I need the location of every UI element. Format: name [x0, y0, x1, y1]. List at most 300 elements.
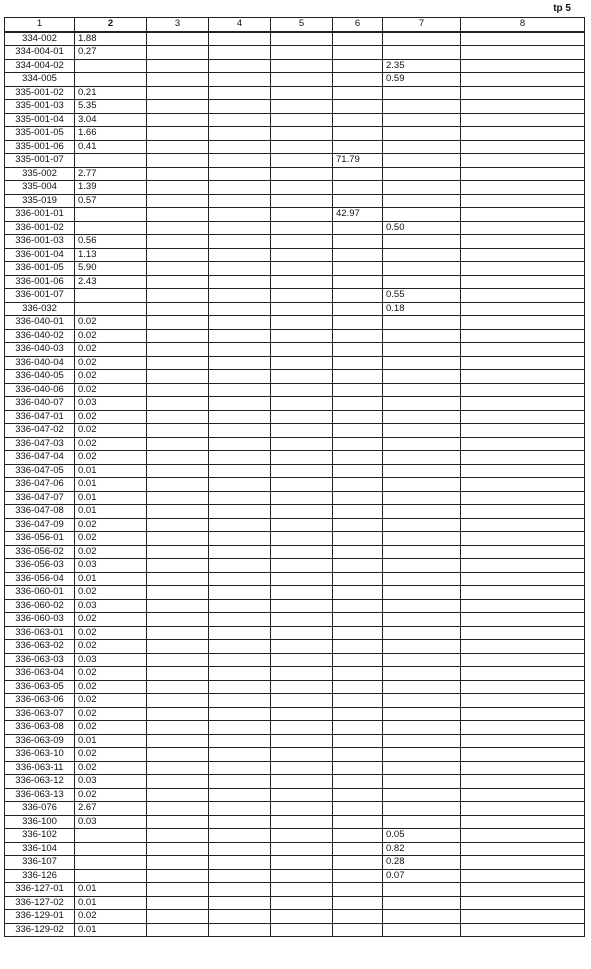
cell-col-6: [333, 586, 383, 600]
cell-col-2: 0.02: [75, 343, 147, 357]
cell-col-5: [271, 383, 333, 397]
cell-col-4: [209, 788, 271, 802]
table-row: [5, 545, 585, 559]
cell-col-6: [333, 302, 383, 316]
table-row: [5, 680, 585, 694]
cell-col-4: [209, 464, 271, 478]
cell-col-8: [461, 181, 585, 195]
cell-col-6: [333, 559, 383, 573]
cell-col-3: [147, 410, 209, 424]
cell-col-3: [147, 113, 209, 127]
cell-col-3: [147, 653, 209, 667]
table-row: [5, 802, 585, 816]
cell-col-8: [461, 100, 585, 114]
column-header: 3: [147, 18, 209, 32]
cell-col-7: [383, 761, 461, 775]
cell-col-4: [209, 208, 271, 222]
cell-col-3: [147, 59, 209, 73]
table-row: [5, 424, 585, 438]
cell-col-3: [147, 424, 209, 438]
cell-col-6: [333, 46, 383, 60]
table-row: [5, 586, 585, 600]
cell-col-4: [209, 775, 271, 789]
cell-col-8: [461, 154, 585, 168]
cell-col-7: 0.59: [383, 73, 461, 87]
cell-col-7: [383, 194, 461, 208]
cell-col-8: [461, 856, 585, 870]
cell-col-8: [461, 721, 585, 735]
table-row: [5, 896, 585, 910]
cell-col-4: [209, 599, 271, 613]
cell-col-8: [461, 275, 585, 289]
cell-col-3: [147, 451, 209, 465]
cell-col-5: [271, 923, 333, 937]
cell-col-5: [271, 883, 333, 897]
cell-col-7: [383, 451, 461, 465]
cell-col-3: [147, 86, 209, 100]
cell-col-6: [333, 316, 383, 330]
cell-col-7: 0.28: [383, 856, 461, 870]
cell-col-8: [461, 545, 585, 559]
cell-col-7: [383, 572, 461, 586]
cell-col-2: 0.41: [75, 140, 147, 154]
cell-col-5: [271, 235, 333, 249]
table-row: [5, 100, 585, 114]
cell-col-3: [147, 181, 209, 195]
cell-code: 336-047-09: [5, 518, 75, 532]
cell-code: 336-056-03: [5, 559, 75, 573]
cell-col-3: [147, 302, 209, 316]
cell-col-4: [209, 559, 271, 573]
cell-col-5: [271, 181, 333, 195]
cell-col-4: [209, 572, 271, 586]
cell-col-8: [461, 86, 585, 100]
cell-col-7: [383, 491, 461, 505]
table-row: [5, 518, 585, 532]
cell-col-3: [147, 680, 209, 694]
cell-col-4: [209, 478, 271, 492]
table-row: [5, 910, 585, 924]
cell-col-5: [271, 73, 333, 87]
cell-code: 336-040-06: [5, 383, 75, 397]
table-row: [5, 613, 585, 627]
cell-col-3: [147, 356, 209, 370]
cell-col-4: [209, 221, 271, 235]
table-row: [5, 113, 585, 127]
cell-col-8: [461, 505, 585, 519]
cell-col-3: [147, 532, 209, 546]
cell-col-2: 0.02: [75, 316, 147, 330]
cell-col-8: [461, 788, 585, 802]
cell-col-7: 0.82: [383, 842, 461, 856]
cell-col-4: [209, 815, 271, 829]
cell-col-5: [271, 410, 333, 424]
cell-col-7: [383, 316, 461, 330]
cell-col-4: [209, 73, 271, 87]
cell-col-8: [461, 289, 585, 303]
cell-code: 334-005: [5, 73, 75, 87]
cell-col-8: [461, 356, 585, 370]
cell-col-5: [271, 167, 333, 181]
cell-col-4: [209, 383, 271, 397]
cell-col-3: [147, 748, 209, 762]
cell-col-5: [271, 518, 333, 532]
cell-col-3: [147, 586, 209, 600]
cell-col-5: [271, 302, 333, 316]
cell-col-4: [209, 694, 271, 708]
cell-code: 336-063-13: [5, 788, 75, 802]
cell-col-5: [271, 275, 333, 289]
cell-col-7: [383, 883, 461, 897]
cell-col-5: [271, 748, 333, 762]
cell-col-2: [75, 842, 147, 856]
cell-col-7: [383, 181, 461, 195]
table-row: [5, 248, 585, 262]
cell-col-2: 0.27: [75, 46, 147, 60]
cell-col-4: [209, 734, 271, 748]
cell-col-6: [333, 248, 383, 262]
cell-col-7: [383, 154, 461, 168]
cell-col-5: [271, 829, 333, 843]
cell-code: 335-001-03: [5, 100, 75, 114]
table-row: [5, 640, 585, 654]
cell-col-8: [461, 613, 585, 627]
cell-col-2: 0.02: [75, 910, 147, 924]
table-row: [5, 73, 585, 87]
cell-col-3: [147, 100, 209, 114]
cell-col-6: [333, 32, 383, 46]
table-row: [5, 316, 585, 330]
cell-col-7: [383, 505, 461, 519]
cell-col-8: [461, 167, 585, 181]
column-header: 2: [75, 18, 147, 32]
cell-col-4: [209, 842, 271, 856]
cell-col-8: [461, 221, 585, 235]
cell-code: 336-063-01: [5, 626, 75, 640]
cell-col-7: [383, 410, 461, 424]
cell-col-3: [147, 640, 209, 654]
cell-col-3: [147, 559, 209, 573]
cell-col-4: [209, 640, 271, 654]
cell-col-7: [383, 113, 461, 127]
cell-col-5: [271, 194, 333, 208]
table-row: [5, 505, 585, 519]
cell-col-7: [383, 896, 461, 910]
cell-col-8: [461, 667, 585, 681]
cell-code: 336-063-02: [5, 640, 75, 654]
cell-code: 336-056-04: [5, 572, 75, 586]
cell-col-6: [333, 829, 383, 843]
cell-col-3: [147, 329, 209, 343]
cell-code: 335-001-06: [5, 140, 75, 154]
cell-col-7: [383, 923, 461, 937]
cell-col-2: 0.01: [75, 491, 147, 505]
table-row: [5, 370, 585, 384]
cell-col-6: [333, 640, 383, 654]
cell-col-8: [461, 329, 585, 343]
cell-code: 336-001-07: [5, 289, 75, 303]
cell-col-3: [147, 667, 209, 681]
cell-col-3: [147, 707, 209, 721]
cell-col-2: 0.03: [75, 815, 147, 829]
cell-col-5: [271, 86, 333, 100]
cell-col-8: [461, 734, 585, 748]
table-row: [5, 923, 585, 937]
cell-col-6: [333, 194, 383, 208]
cell-col-3: [147, 491, 209, 505]
cell-col-8: [461, 842, 585, 856]
table-row: [5, 734, 585, 748]
cell-col-5: [271, 775, 333, 789]
cell-col-2: 0.03: [75, 599, 147, 613]
cell-col-8: [461, 586, 585, 600]
cell-col-4: [209, 910, 271, 924]
cell-col-4: [209, 127, 271, 141]
cell-code: 336-040-04: [5, 356, 75, 370]
cell-col-6: [333, 451, 383, 465]
cell-col-2: 0.02: [75, 694, 147, 708]
cell-col-8: [461, 815, 585, 829]
cell-col-6: [333, 329, 383, 343]
table-row: [5, 32, 585, 46]
cell-col-2: 0.02: [75, 586, 147, 600]
cell-col-3: [147, 613, 209, 627]
cell-col-4: [209, 869, 271, 883]
cell-col-6: [333, 734, 383, 748]
cell-col-2: 0.02: [75, 545, 147, 559]
cell-col-7: [383, 208, 461, 222]
cell-col-2: 0.03: [75, 775, 147, 789]
cell-col-8: [461, 208, 585, 222]
cell-col-2: 0.03: [75, 397, 147, 411]
cell-col-4: [209, 167, 271, 181]
cell-col-8: [461, 802, 585, 816]
cell-col-3: [147, 383, 209, 397]
cell-col-6: [333, 262, 383, 276]
cell-col-7: [383, 667, 461, 681]
cell-col-3: [147, 626, 209, 640]
table-row: [5, 694, 585, 708]
table-row: [5, 788, 585, 802]
cell-col-2: 5.90: [75, 262, 147, 276]
cell-code: 336-060-01: [5, 586, 75, 600]
cell-col-2: 0.01: [75, 478, 147, 492]
cell-col-7: [383, 478, 461, 492]
cell-code: 336-060-02: [5, 599, 75, 613]
cell-col-3: [147, 464, 209, 478]
cell-col-7: 0.07: [383, 869, 461, 883]
table-row: [5, 329, 585, 343]
cell-col-7: [383, 370, 461, 384]
cell-col-4: [209, 410, 271, 424]
cell-code: 336-040-02: [5, 329, 75, 343]
table-row: [5, 437, 585, 451]
cell-col-2: 2.67: [75, 802, 147, 816]
cell-col-7: [383, 518, 461, 532]
cell-col-5: [271, 316, 333, 330]
cell-col-7: [383, 383, 461, 397]
column-header: 7: [383, 18, 461, 32]
cell-col-5: [271, 100, 333, 114]
cell-code: 335-002: [5, 167, 75, 181]
cell-col-2: 0.01: [75, 734, 147, 748]
cell-col-2: 0.02: [75, 424, 147, 438]
cell-col-6: [333, 910, 383, 924]
table-row: [5, 356, 585, 370]
cell-col-5: [271, 289, 333, 303]
table-row: [5, 883, 585, 897]
table-row: [5, 653, 585, 667]
cell-col-4: [209, 680, 271, 694]
table-row: [5, 559, 585, 573]
cell-col-4: [209, 329, 271, 343]
cell-col-8: [461, 748, 585, 762]
cell-col-8: [461, 869, 585, 883]
cell-col-7: [383, 356, 461, 370]
cell-col-3: [147, 140, 209, 154]
cell-col-6: [333, 680, 383, 694]
cell-col-5: [271, 761, 333, 775]
cell-col-7: [383, 721, 461, 735]
cell-col-3: [147, 910, 209, 924]
table-row: [5, 221, 585, 235]
cell-col-2: 0.56: [75, 235, 147, 249]
cell-col-2: 0.02: [75, 532, 147, 546]
column-header: 4: [209, 18, 271, 32]
cell-col-3: [147, 883, 209, 897]
cell-col-3: [147, 221, 209, 235]
cell-code: 336-107: [5, 856, 75, 870]
cell-col-6: [333, 842, 383, 856]
cell-col-2: 0.03: [75, 559, 147, 573]
cell-col-4: [209, 248, 271, 262]
cell-col-3: [147, 194, 209, 208]
cell-col-8: [461, 761, 585, 775]
cell-col-3: [147, 694, 209, 708]
cell-col-5: [271, 221, 333, 235]
cell-code: 336-100: [5, 815, 75, 829]
cell-col-6: [333, 923, 383, 937]
cell-col-5: [271, 46, 333, 60]
cell-col-3: [147, 397, 209, 411]
cell-col-2: 0.01: [75, 883, 147, 897]
cell-code: 335-004: [5, 181, 75, 195]
cell-col-6: [333, 167, 383, 181]
cell-col-2: [75, 154, 147, 168]
cell-code: 335-001-05: [5, 127, 75, 141]
cell-col-7: [383, 775, 461, 789]
cell-col-4: [209, 262, 271, 276]
cell-col-4: [209, 518, 271, 532]
cell-col-5: [271, 572, 333, 586]
cell-col-6: [333, 100, 383, 114]
cell-col-5: [271, 869, 333, 883]
cell-col-2: 0.02: [75, 356, 147, 370]
cell-code: 336-001-06: [5, 275, 75, 289]
cell-col-3: [147, 275, 209, 289]
cell-col-5: [271, 248, 333, 262]
cell-col-4: [209, 194, 271, 208]
cell-col-8: [461, 464, 585, 478]
cell-col-6: [333, 883, 383, 897]
cell-col-2: [75, 59, 147, 73]
cell-col-8: [461, 127, 585, 141]
table-row: [5, 707, 585, 721]
cell-col-4: [209, 896, 271, 910]
cell-col-6: [333, 815, 383, 829]
cell-col-5: [271, 478, 333, 492]
cell-col-7: [383, 586, 461, 600]
cell-col-8: [461, 910, 585, 924]
cell-col-6: [333, 626, 383, 640]
table-row: [5, 532, 585, 546]
cell-col-8: [461, 194, 585, 208]
cell-code: 336-063-11: [5, 761, 75, 775]
cell-col-3: [147, 437, 209, 451]
cell-col-6: [333, 491, 383, 505]
cell-code: 336-040-01: [5, 316, 75, 330]
table-row: [5, 302, 585, 316]
cell-col-8: [461, 653, 585, 667]
cell-col-3: [147, 262, 209, 276]
cell-col-5: [271, 451, 333, 465]
cell-code: 335-019: [5, 194, 75, 208]
cell-col-6: [333, 532, 383, 546]
cell-col-5: [271, 613, 333, 627]
cell-col-7: [383, 626, 461, 640]
cell-col-3: [147, 154, 209, 168]
table-row: [5, 775, 585, 789]
cell-col-2: [75, 856, 147, 870]
cell-code: 336-040-05: [5, 370, 75, 384]
cell-col-7: [383, 248, 461, 262]
cell-code: 336-063-10: [5, 748, 75, 762]
cell-col-4: [209, 856, 271, 870]
cell-col-2: 0.02: [75, 370, 147, 384]
cell-col-4: [209, 451, 271, 465]
cell-col-4: [209, 437, 271, 451]
cell-col-2: 0.02: [75, 451, 147, 465]
cell-col-7: [383, 100, 461, 114]
cell-col-4: [209, 532, 271, 546]
cell-col-6: [333, 788, 383, 802]
cell-code: 336-047-03: [5, 437, 75, 451]
cell-col-5: [271, 208, 333, 222]
cell-col-7: [383, 910, 461, 924]
cell-col-2: 0.01: [75, 896, 147, 910]
cell-code: 336-047-05: [5, 464, 75, 478]
table-row: [5, 140, 585, 154]
cell-col-7: [383, 815, 461, 829]
cell-col-4: [209, 721, 271, 735]
cell-col-6: 42.97: [333, 208, 383, 222]
cell-col-8: [461, 491, 585, 505]
cell-col-2: 0.02: [75, 383, 147, 397]
cell-col-8: [461, 775, 585, 789]
cell-col-7: 0.05: [383, 829, 461, 843]
cell-col-7: [383, 127, 461, 141]
cell-col-4: [209, 113, 271, 127]
cell-col-2: 0.02: [75, 707, 147, 721]
cell-col-2: 3.04: [75, 113, 147, 127]
cell-col-4: [209, 46, 271, 60]
cell-col-4: [209, 761, 271, 775]
cell-code: 336-001-02: [5, 221, 75, 235]
cell-col-6: [333, 653, 383, 667]
cell-col-3: [147, 829, 209, 843]
cell-col-2: 5.35: [75, 100, 147, 114]
cell-code: 336-040-07: [5, 397, 75, 411]
